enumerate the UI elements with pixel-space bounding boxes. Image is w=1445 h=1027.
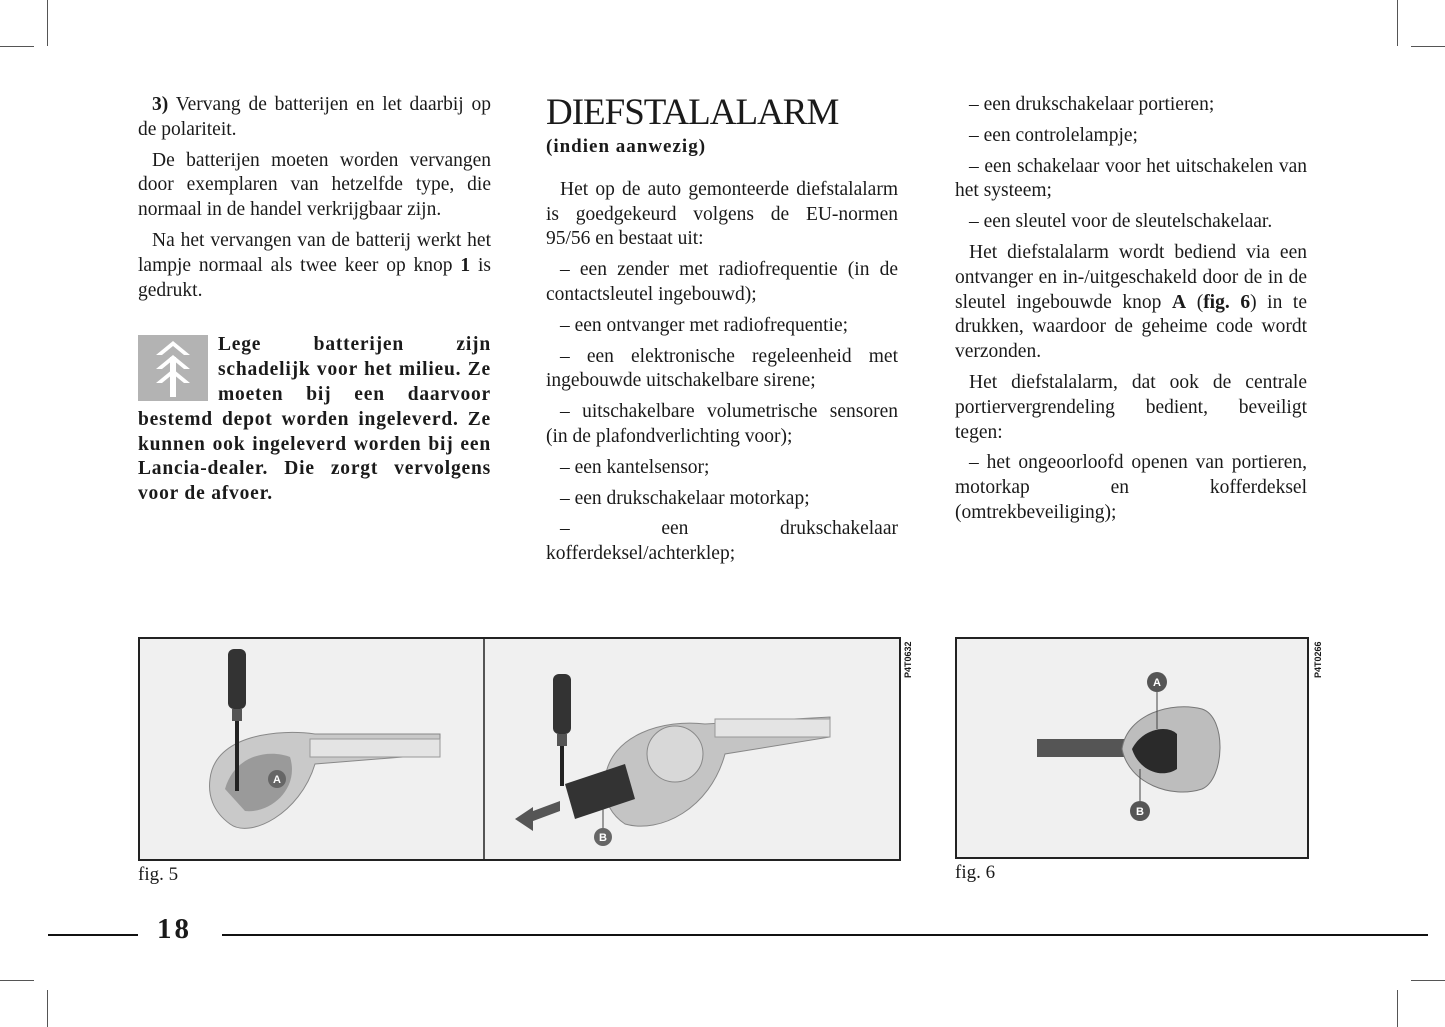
figure-reference: fig. 6: [1203, 291, 1251, 313]
paragraph-battery-type: De batterijen moeten worden vervangen door exemplaren van hetzelfde type, die normaal in de handel verkrijgbaar zijn.: [138, 149, 491, 221]
recycle-arrows-icon: [138, 335, 208, 401]
crop-mark: [0, 46, 34, 47]
list-item: – uitschakelbare volumetrische sensoren (in de plafondverlichting voor);: [546, 401, 898, 447]
section-subtitle: (indien aanwezig): [546, 136, 707, 157]
label-b: B: [599, 832, 607, 844]
list-item: – het ongeoorloofd openen van portieren, motorkap en kofferdeksel (omtrekbeveiliging);: [955, 452, 1307, 523]
figure-code: P4T0266: [1313, 641, 1323, 678]
environment-notice: [138, 333, 491, 507]
step-text: Vervang de batterijen en let daarbij op de polariteit.: [138, 94, 491, 140]
paragraph-after-replace: [138, 229, 491, 303]
label-a: A: [1153, 677, 1161, 689]
key-screwdriver-illustration: [140, 639, 483, 859]
crop-mark: [1411, 980, 1445, 981]
footer-rule-left: [48, 934, 138, 936]
step-number: 3): [152, 94, 169, 115]
figure-code: P4T0632: [903, 641, 913, 678]
label-b: B: [1136, 806, 1144, 818]
crop-mark: [0, 980, 34, 981]
crop-mark: [1411, 46, 1445, 47]
list-item: – een elektronische regeleenheid met ingebouwde uitschakelbare sirene;: [546, 345, 898, 392]
list-item: – een kantelsensor;: [560, 456, 710, 478]
list-item: – een drukschakelaar kofferdeksel/achterklep;: [546, 518, 898, 565]
list-item: – een sleutel voor de sleutelschakelaar.: [969, 211, 1273, 233]
text-part: Na het vervangen van de batterij werkt het lampje normaal als twee keer op knop: [138, 229, 491, 276]
list-item: – een schakelaar voor het uitschakelen van het systeem;: [955, 155, 1307, 202]
figure-5: [138, 637, 901, 861]
text-part: ) in te drukken, waardoor de geheime code wordt verzonden.: [955, 291, 1307, 363]
crop-mark: [47, 0, 48, 46]
crop-mark: [47, 990, 48, 1027]
page-number: 18: [157, 913, 192, 945]
crop-mark: [1397, 0, 1398, 46]
list-item: – een zender met radiofrequentie (in de contactsleutel ingebouwd);: [546, 259, 898, 305]
battery-removal-illustration: [485, 639, 899, 859]
list-item: – een drukschakelaar portieren;: [969, 94, 1215, 115]
column-middle: [546, 93, 898, 573]
figure-caption: fig. 6: [955, 862, 996, 883]
paragraph-operation: [955, 241, 1307, 365]
figure-caption: fig. 5: [138, 864, 179, 885]
text-part: Het diefstalalarm wordt bediend via een ontvanger en in-/uitgeschakeld door de in de sleutel ingebouwde knop: [955, 241, 1307, 313]
paragraph-protection: Het diefstalalarm, dat ook de centrale portiervergrendeling bedient, beveiligt tegen:: [955, 371, 1307, 443]
button-letter: A: [1172, 291, 1187, 313]
text-part: (: [1186, 291, 1204, 313]
list-item: – een drukschakelaar motorkap;: [560, 487, 810, 509]
environment-notice-text: Lege batterijen zijn schadelijk voor het milieu. Ze moeten bij een daarvoor bestemd depot worden ingeleverd. Ze kunnen ook ingeleverd worden bij een Lancia-dealer. Die zorgt vervolgens voor de afvoer.: [138, 334, 491, 505]
list-item: – een ontvanger met radiofrequentie;: [560, 314, 849, 336]
text-part: is gedrukt.: [138, 254, 491, 301]
list-item: – een controlelampje;: [969, 124, 1138, 146]
crop-mark: [1397, 990, 1398, 1027]
column-left: [138, 93, 491, 507]
paragraph-step-3: [138, 93, 491, 143]
key-buttons-illustration: [957, 639, 1307, 857]
button-number: 1: [460, 254, 471, 276]
figure-6: [955, 637, 1309, 859]
footer-rule-right: [222, 934, 1428, 936]
label-a: A: [273, 774, 281, 786]
section-title: DIEFSTALALARM: [546, 92, 839, 133]
column-right: [955, 93, 1307, 532]
paragraph-intro: Het op de auto gemonteerde diefstalalarm is goedgekeurd volgens de EU-normen 95/56 en bestaat uit:: [546, 178, 898, 250]
